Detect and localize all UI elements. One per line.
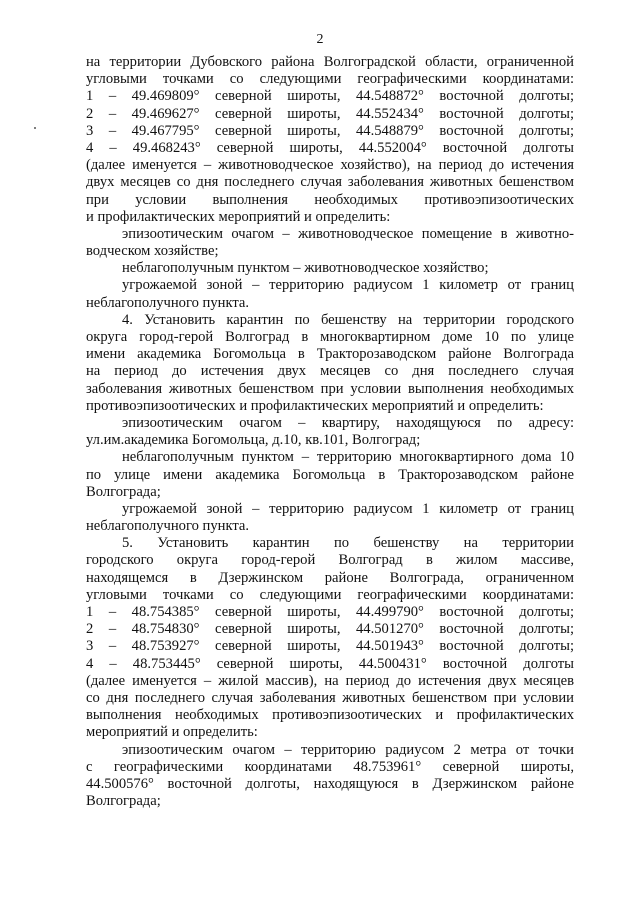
text-line: неблагополучного пункта. [86,294,250,311]
text-line: противоэпизоотических и профилактических мероприятий и определить: [86,397,544,414]
text-line: с географическими координатами 48.753961° северной широты, [86,758,574,775]
text-line: 1 – 49.469809° северной широты, 44.548872° восточной долготы; [86,88,574,105]
text-line: (далее именуется – жилой массив), на период до истечения двух месяцев [86,672,574,689]
text-line: угловыми точками со следующими географическими координатами: [86,586,574,603]
text-line: 44.500576° восточной долготы, находящуюся в Дзержинском районе [86,775,574,792]
text-line: заболевания животных бешенством при условии выполнения необходимых [86,380,574,397]
text-line: 3 – 48.753927° северной широты, 44.501943° восточной долготы; [86,638,574,655]
document-body [86,54,574,810]
text-line: на период до истечения двух месяцев со дня последнего случая [86,363,574,380]
text-line: эпизоотическим очагом – квартиру, находящуюся по адресу: [122,414,574,431]
text-line: имени академика Богомольца в Тракторозаводском районе Волгограда [86,346,574,363]
text-line: Волгограда; [86,483,161,500]
text-line: 3 – 49.467795° северной широты, 44.548879° восточной долготы; [86,122,574,139]
text-line: округа город-герой Волгоград в многоквартирном доме 10 по улице [86,329,574,345]
text-line: 4. Установить карантин по бешенству на территории городского [122,311,574,328]
text-line: ул.им.академика Богомольца, д.10, кв.101, Волгоград; [86,432,421,449]
text-line: неблагополучным пунктом – территорию многоквартирного дома 10 [122,449,574,466]
text-line: на территории Дубовского района Волгоградской области, ограниченной [86,54,574,70]
text-line: мероприятий и определить: [86,724,258,741]
text-line: городского округа город-герой Волгоград в жилом массиве, [86,552,574,569]
text-line: неблагополучного пункта. [86,518,250,535]
page-number: 2 [316,32,324,47]
text-line: по улице имени академика Богомольца в Тракторозаводском районе [86,466,574,483]
text-line: (далее именуется – животноводческое хозяйство), на период до истечения [86,157,574,174]
text-line: 4 – 49.468243° северной широты, 44.552004° восточной долготы [86,139,574,156]
text-line: и профилактических мероприятий и определить: [86,208,391,225]
text-line: при условии выполнения необходимых противоэпизоотических [86,191,574,208]
text-line: угловыми точками со следующими географическими координатами: [86,71,574,88]
text-line: выполнения необходимых противоэпизоотических и профилактических [86,707,574,724]
text-line: находящемся в Дзержинском районе Волгограда, ограниченном [86,569,574,586]
text-line: эпизоотическим очагом – территорию радиусом 2 метра от точки [122,741,574,758]
text-line: Волгограда; [86,793,161,810]
text-line: 2 – 49.469627° северной широты, 44.552434° восточной долготы; [86,105,574,122]
text-line: эпизоотическим очагом – животноводческое помещение в животно- [122,225,574,242]
text-line: угрожаемой зоной – территорию радиусом 1 километр от границ [122,277,574,294]
text-line: водческом хозяйстве; [86,243,219,260]
text-line: 5. Установить карантин по бешенству на территории [122,535,574,552]
scan-artifact-dot [34,127,36,129]
text-line: неблагополучным пунктом – животноводческое хозяйство; [122,260,489,277]
text-line: угрожаемой зоной – территорию радиусом 1 километр от границ [122,500,574,517]
text-line: 2 – 48.754830° северной широты, 44.501270° восточной долготы; [86,621,574,638]
text-line: двух месяцев со дня последнего случая заболевания животных бешенством [86,174,574,191]
text-line: 4 – 48.753445° северной широты, 44.500431° восточной долготы [86,655,574,672]
text-line: со дня последнего случая заболевания животных бешенством при условии [86,689,574,706]
text-line: 1 – 48.754385° северной широты, 44.499790° восточной долготы; [86,604,574,620]
